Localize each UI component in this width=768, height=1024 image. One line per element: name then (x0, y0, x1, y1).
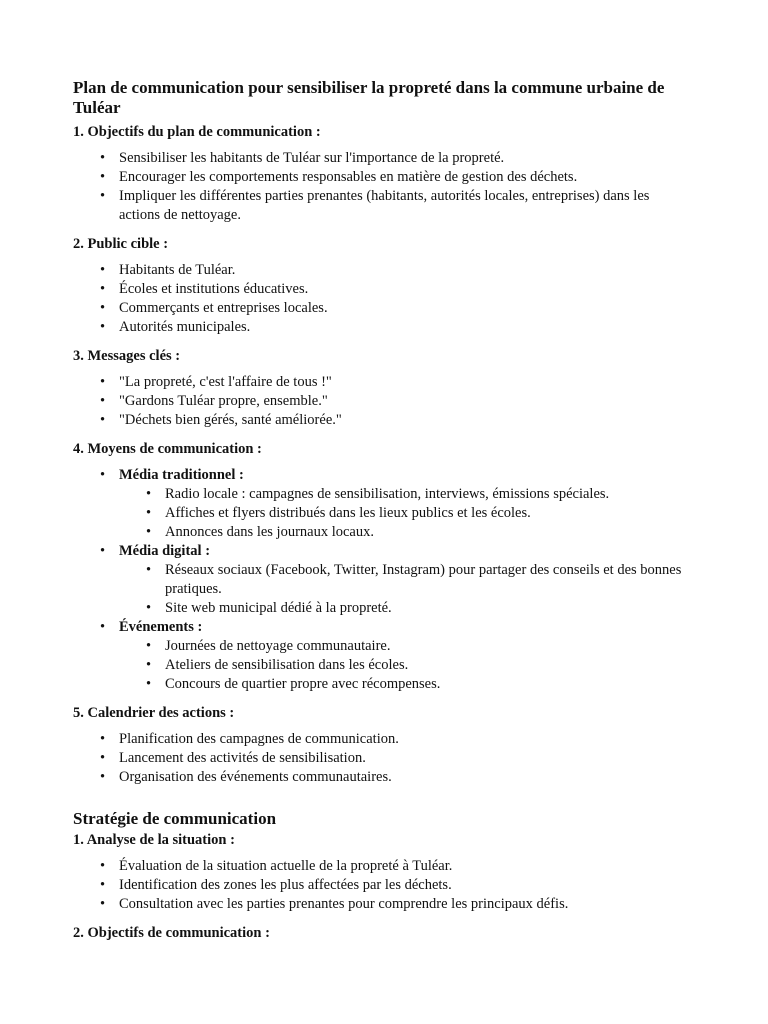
section-heading-moyens: 4. Moyens de communication : (73, 441, 262, 457)
sub-list-media-digital (119, 561, 693, 618)
bullet-list-public-cible (73, 261, 693, 337)
list-item: • Annonces dans les journaux locaux. (119, 523, 693, 542)
section-heading-messages-cles: 3. Messages clés : (73, 348, 181, 364)
list-item: • "Déchets bien gérés, santé améliorée." (73, 411, 693, 430)
bullet-list-analyse (73, 857, 693, 914)
bullet-list-calendrier (73, 730, 693, 787)
sub-list-media-traditionnel (119, 485, 693, 542)
list-item: • Autorités municipales. (73, 318, 693, 337)
list-item: • Évaluation de la situation actuelle de la propreté à Tuléar. (73, 857, 693, 876)
list-item: • Concours de quartier propre avec récompenses. (119, 675, 693, 694)
list-item: • Organisation des événements communautaires. (73, 768, 693, 787)
list-item: • Site web municipal dédié à la propreté. (119, 599, 693, 618)
list-item: • Encourager les comportements responsables en matière de gestion des déchets. (73, 168, 693, 187)
list-item-group (73, 618, 693, 694)
list-item: • Sensibiliser les habitants de Tuléar sur l'importance de la propreté. (73, 149, 693, 168)
section-heading-calendrier: 5. Calendrier des actions : (73, 705, 235, 721)
sub-list-evenements (119, 637, 693, 694)
list-item-group (73, 466, 693, 542)
section-heading-analyse: 1. Analyse de la situation : (73, 832, 235, 848)
list-item: • Écoles et institutions éducatives. (73, 280, 693, 299)
list-item: • Réseaux sociaux (Facebook, Twitter, Instagram) pour partager des conseils et des bonnes pratiques. (119, 561, 693, 599)
strategy-title: Stratégie de communication (73, 809, 277, 828)
list-item: • Commerçants et entreprises locales. (73, 299, 693, 318)
list-item: • "La propreté, c'est l'affaire de tous !" (73, 373, 693, 392)
group-label-media-digital: Média digital : (119, 543, 211, 559)
section-heading-public-cible: 2. Public cible : (73, 236, 169, 252)
section-heading-objectifs-communication: 2. Objectifs de communication : (73, 925, 270, 941)
list-item: • Impliquer les différentes parties prenantes (habitants, autorités locales, entreprises) dans les actions de nettoyage. (73, 187, 693, 225)
list-item: • "Gardons Tuléar propre, ensemble." (73, 392, 693, 411)
list-item: • Radio locale : campagnes de sensibilisation, interviews, émissions spéciales. (119, 485, 693, 504)
bullet-list-moyens (73, 466, 693, 694)
list-item: • Identification des zones les plus affectées par les déchets. (73, 876, 693, 895)
list-item: • Habitants de Tuléar. (73, 261, 693, 280)
section-heading-objectifs: 1. Objectifs du plan de communication : (73, 124, 321, 140)
list-item: • Journées de nettoyage communautaire. (119, 637, 693, 656)
list-item: • Planification des campagnes de communication. (73, 730, 693, 749)
list-item: • Ateliers de sensibilisation dans les écoles. (119, 656, 693, 675)
document-title: Plan de communication pour sensibiliser la propreté dans la commune urbaine de Tuléar (73, 78, 665, 117)
list-item: • Lancement des activités de sensibilisation. (73, 749, 693, 768)
list-item-group (73, 542, 693, 618)
bullet-list-messages-cles (73, 373, 693, 430)
document-page (73, 78, 693, 950)
group-label-media-traditionnel: Média traditionnel : (119, 467, 244, 483)
group-label-evenements: Événements : (119, 619, 203, 635)
bullet-list-objectifs (73, 149, 693, 225)
list-item: • Consultation avec les parties prenantes pour comprendre les principaux défis. (73, 895, 693, 914)
list-item: • Affiches et flyers distribués dans les lieux publics et les écoles. (119, 504, 693, 523)
